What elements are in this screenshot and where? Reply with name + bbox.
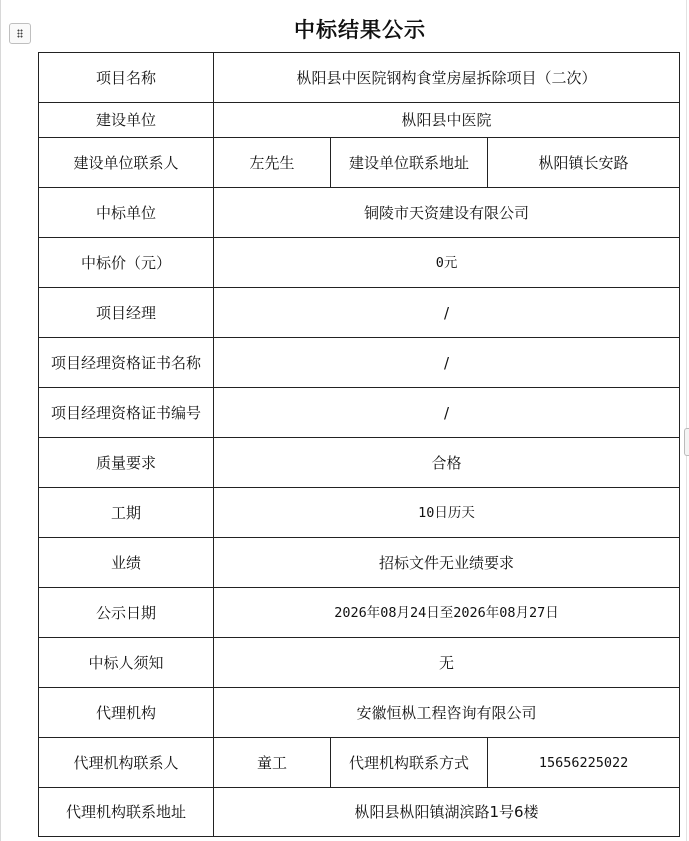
agency-address-value: 枞阳县枞阳镇湖滨路1号6楼 (214, 788, 680, 837)
quality-value: 合格 (214, 438, 680, 488)
cert-no-value: / (214, 388, 680, 438)
notice-date-label: 公示日期 (39, 588, 214, 638)
table-row (39, 53, 680, 103)
table-row (39, 688, 680, 738)
agency-contact-label: 代理机构联系人 (39, 738, 214, 788)
builder-value: 枞阳县中医院 (214, 103, 680, 138)
result-table (38, 52, 680, 837)
table-row (39, 288, 680, 338)
table-row (39, 538, 680, 588)
builder-address-value: 枞阳镇长安路 (488, 138, 680, 188)
winner-notice-label: 中标人须知 (39, 638, 214, 688)
table-row (39, 103, 680, 138)
table-row (39, 188, 680, 238)
builder-contact-value: 左先生 (214, 138, 331, 188)
agency-phone-value: 15656225022 (488, 738, 680, 788)
table-row (39, 388, 680, 438)
quality-label: 质量要求 (39, 438, 214, 488)
project-name-value: 枞阳县中医院钢构食堂房屋拆除项目（二次） (214, 53, 680, 103)
table-row (39, 788, 680, 837)
winner-notice-value: 无 (214, 638, 680, 688)
agency-phone-label: 代理机构联系方式 (331, 738, 488, 788)
cert-name-label: 项目经理资格证书名称 (39, 338, 214, 388)
duration-value: 10日历天 (214, 488, 680, 538)
price-label: 中标价（元） (39, 238, 214, 288)
table-row (39, 738, 680, 788)
winner-label: 中标单位 (39, 188, 214, 238)
builder-contact-label: 建设单位联系人 (39, 138, 214, 188)
performance-value: 招标文件无业绩要求 (214, 538, 680, 588)
table-row (39, 638, 680, 688)
price-value: 0元 (214, 238, 680, 288)
cert-no-label: 项目经理资格证书编号 (39, 388, 214, 438)
builder-label: 建设单位 (39, 103, 214, 138)
cert-name-value: / (214, 338, 680, 388)
table-row (39, 488, 680, 538)
agency-contact-value: 童工 (214, 738, 331, 788)
winner-value: 铜陵市天资建设有限公司 (214, 188, 680, 238)
table-row (39, 438, 680, 488)
table-row (39, 238, 680, 288)
page-right-edge (686, 0, 687, 841)
manager-value: / (214, 288, 680, 338)
page-title: 中标结果公示 (294, 18, 426, 42)
project-name-label: 项目名称 (39, 53, 214, 103)
side-panel-tab[interactable] (684, 428, 689, 456)
duration-label: 工期 (39, 488, 214, 538)
agency-label: 代理机构 (39, 688, 214, 738)
table-row (39, 338, 680, 388)
agency-address-label: 代理机构联系地址 (39, 788, 214, 837)
page-left-edge (0, 0, 1, 841)
agency-value: 安徽恒枞工程咨询有限公司 (214, 688, 680, 738)
table-row (39, 588, 680, 638)
performance-label: 业绩 (39, 538, 214, 588)
table-row (39, 138, 680, 188)
manager-label: 项目经理 (39, 288, 214, 338)
notice-date-value: 2026年08月24日至2026年08月27日 (214, 588, 680, 638)
builder-address-label: 建设单位联系地址 (331, 138, 488, 188)
